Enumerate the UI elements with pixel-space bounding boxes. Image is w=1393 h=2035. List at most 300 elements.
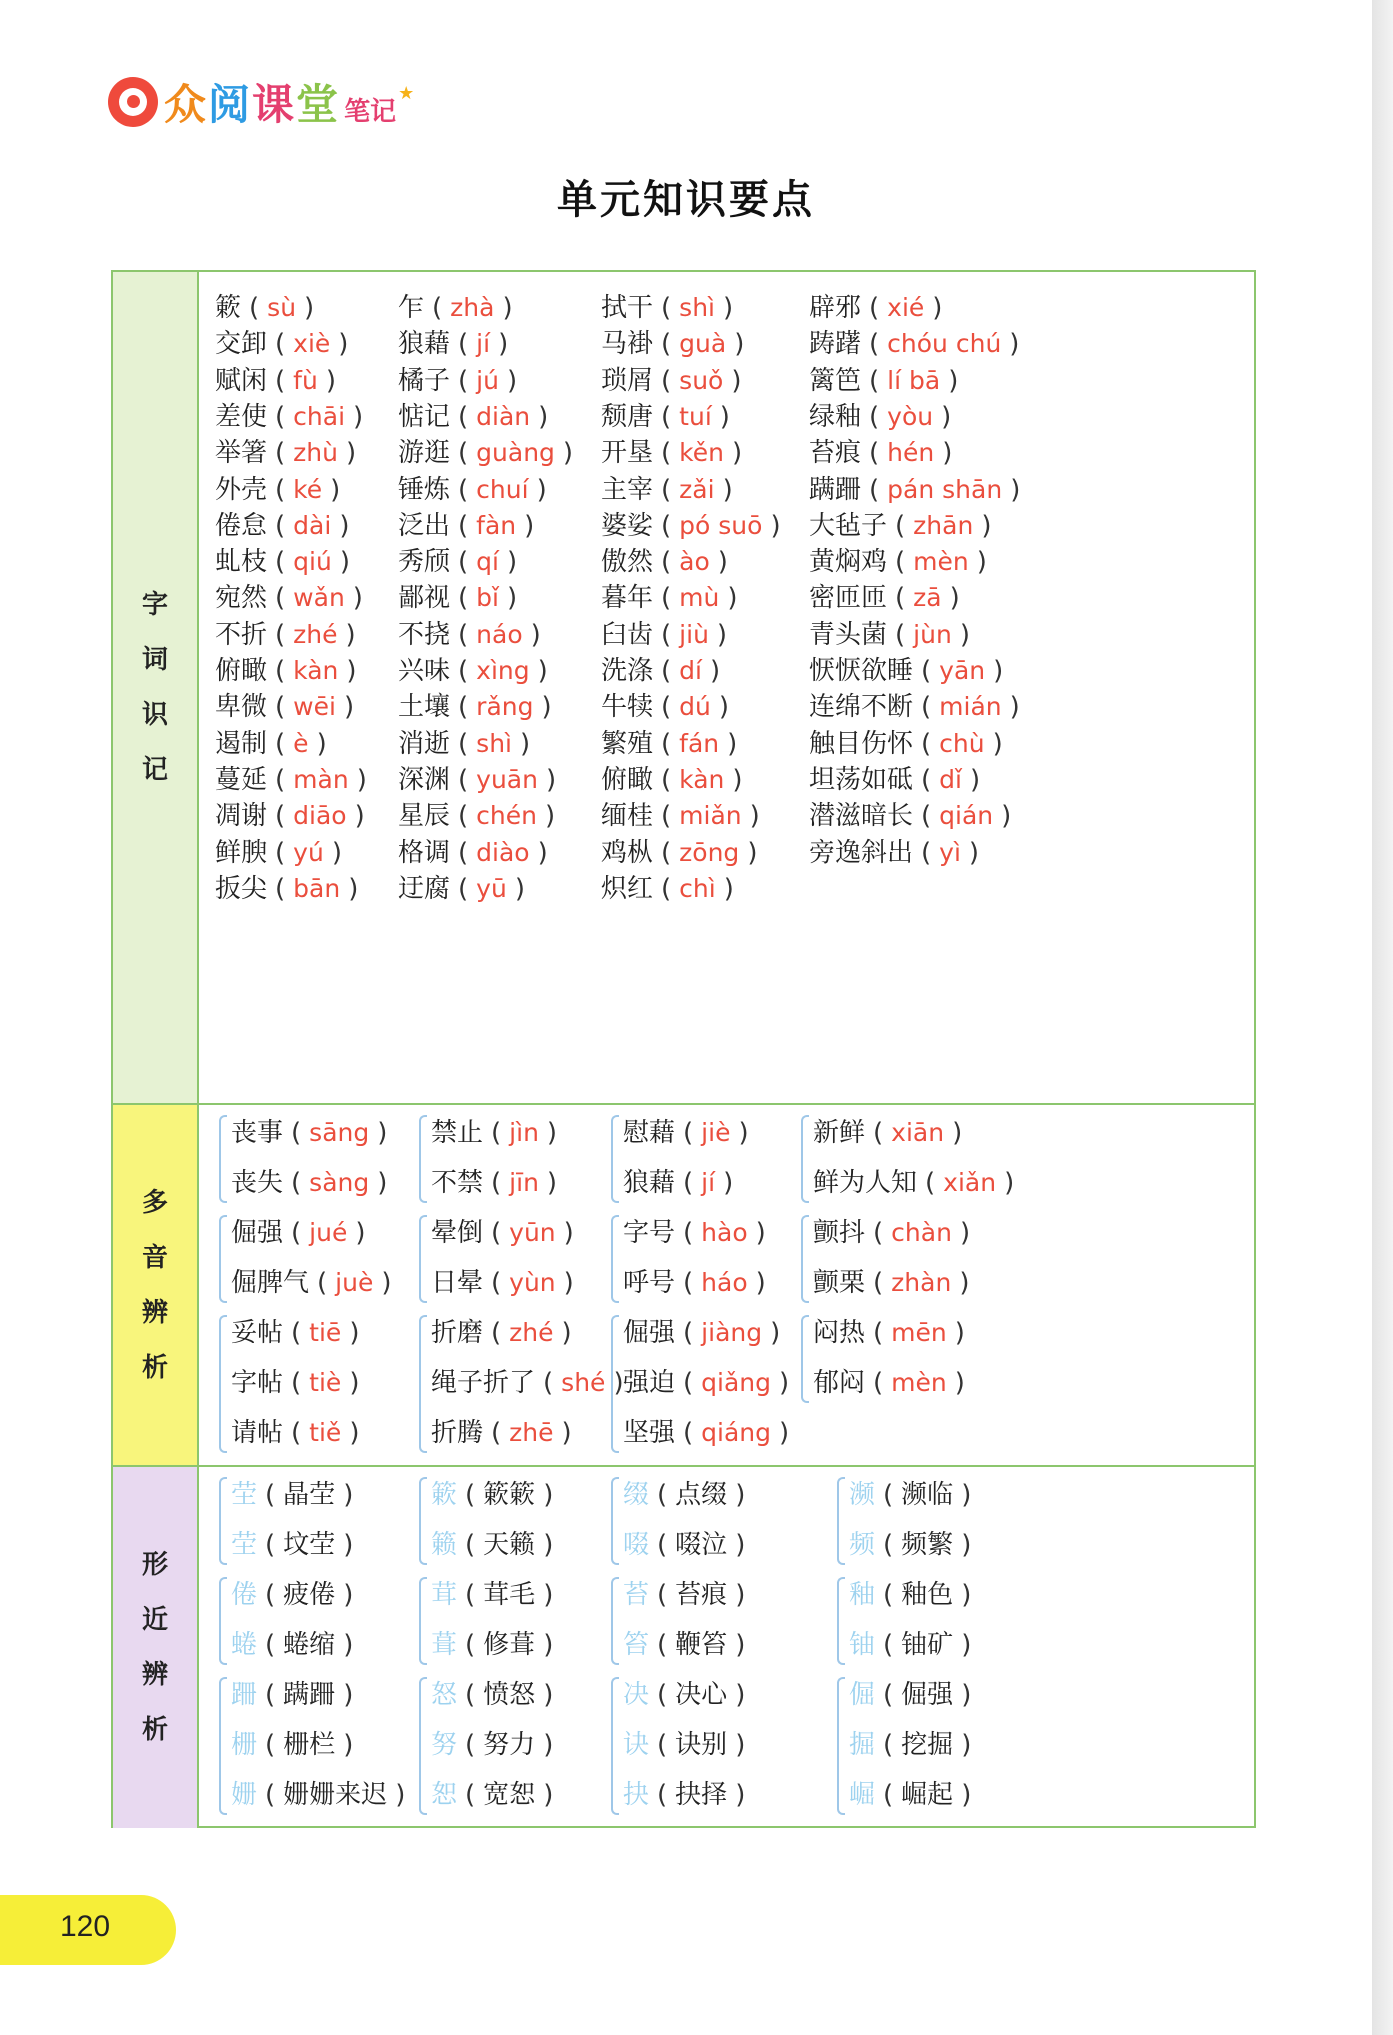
pinyin: zhé — [509, 1318, 554, 1347]
paren-close: ) — [722, 474, 733, 505]
paren-open: ( — [873, 1118, 884, 1148]
group-brace — [419, 1677, 427, 1815]
paren-open: ( — [683, 1118, 694, 1148]
word: 颓唐 — [601, 401, 654, 432]
paren-open: ( — [661, 474, 672, 505]
paren-close: ) — [981, 510, 992, 541]
paren-open: ( — [921, 837, 932, 868]
pinyin: mèn — [891, 1368, 947, 1397]
vocab-item — [809, 546, 995, 578]
word: 缅桂 — [601, 801, 654, 832]
paren-close: ) — [546, 1118, 558, 1148]
paren-open: ( — [883, 1780, 894, 1810]
vocab-item — [809, 292, 950, 324]
pinyin: dú — [679, 692, 711, 722]
paren-close: ) — [723, 293, 734, 323]
pinyin: qián — [939, 801, 994, 831]
paren-close: ) — [961, 1730, 972, 1760]
similar-item — [231, 1679, 361, 1711]
vocab-item — [809, 800, 1019, 832]
word: 开垦 — [601, 438, 654, 469]
paren-open: ( — [873, 1218, 884, 1248]
vocab-item — [398, 546, 525, 578]
paren-close: ) — [738, 1118, 749, 1148]
word: 倔脾气 — [231, 1268, 310, 1298]
word: 乍 — [398, 293, 425, 323]
word: 差使 — [215, 401, 268, 432]
paren-close: ) — [545, 801, 556, 832]
word: 臼齿 — [601, 619, 654, 650]
paren-open: ( — [275, 583, 286, 614]
paren-open: ( — [275, 873, 286, 904]
character: 釉 — [849, 1580, 876, 1610]
word: 颤栗 — [813, 1268, 866, 1298]
paren-open: ( — [661, 692, 672, 723]
logo-subtitle: 笔记 — [344, 96, 397, 127]
paren-close: ) — [381, 1268, 392, 1298]
example-word: 濒临 — [901, 1480, 954, 1510]
pinyin: zōng — [679, 837, 740, 867]
pinyin: fù — [293, 365, 318, 395]
word: 潜滋暗长 — [809, 801, 914, 832]
pinyin: pán shān — [887, 474, 1003, 504]
vocab-item — [809, 474, 1028, 506]
vocab-item — [398, 437, 581, 469]
group-brace — [837, 1677, 845, 1815]
vocab-item — [809, 728, 1011, 760]
section-vocabulary — [113, 272, 1254, 1103]
paren-close: ) — [304, 293, 315, 323]
pinyin: yūn — [509, 1218, 556, 1247]
pinyin: guàng — [476, 438, 555, 468]
paren-open: ( — [275, 619, 286, 650]
pinyin: diāo — [293, 801, 347, 831]
vocab-item — [398, 365, 525, 397]
word: 触目伤怀 — [809, 728, 914, 759]
paren-close: ) — [710, 656, 721, 686]
paren-open: ( — [883, 1580, 894, 1610]
character: 决 — [623, 1680, 650, 1710]
example-word: 疲倦 — [283, 1580, 336, 1610]
paren-close: ) — [330, 474, 341, 505]
paren-open: ( — [265, 1780, 276, 1810]
word: 篱笆 — [809, 365, 862, 396]
pinyin: guà — [679, 329, 727, 359]
word: 傲然 — [601, 547, 654, 578]
vocab-item — [398, 837, 556, 869]
pinyin: tiē — [309, 1318, 342, 1347]
paren-close: ) — [1009, 329, 1020, 360]
paren-open: ( — [458, 583, 469, 614]
vocab-item — [809, 764, 988, 796]
paren-close: ) — [343, 1580, 354, 1610]
pinyin: ké — [293, 474, 323, 504]
example-word: 修葺 — [483, 1630, 536, 1660]
paren-close: ) — [502, 293, 513, 323]
paren-open: ( — [275, 837, 286, 868]
pinyin: qiǎng — [701, 1368, 772, 1397]
paren-close: ) — [331, 837, 342, 868]
pinyin: yú — [293, 837, 324, 867]
group-brace — [219, 1577, 227, 1665]
paren-open: ( — [465, 1630, 476, 1660]
vocab-item — [215, 365, 344, 397]
pinyin: tiè — [309, 1368, 342, 1397]
pinyin: jiù — [679, 619, 709, 649]
pinyin: chāi — [293, 401, 346, 431]
paren-close: ) — [755, 1268, 766, 1298]
word: 簌 — [215, 293, 242, 323]
paren-close: ) — [747, 837, 758, 868]
polyphone-item — [813, 1317, 973, 1349]
paren-close: ) — [731, 365, 742, 396]
pinyin: hén — [887, 438, 935, 468]
paren-close: ) — [395, 1780, 406, 1810]
word: 宛然 — [215, 583, 268, 614]
vocab-item — [809, 691, 1028, 723]
paren-open: ( — [458, 728, 469, 759]
paren-close: ) — [543, 1530, 554, 1560]
word: 锤炼 — [398, 474, 451, 505]
paren-close: ) — [727, 728, 738, 759]
example-word: 决心 — [675, 1680, 728, 1710]
paren-open: ( — [458, 474, 469, 505]
group-brace — [801, 1315, 809, 1403]
polyphone-item — [623, 1317, 788, 1349]
word: 倦怠 — [215, 510, 268, 541]
paren-open: ( — [275, 510, 286, 541]
paren-open: ( — [249, 293, 260, 323]
paren-open: ( — [661, 401, 672, 432]
word: 苔痕 — [809, 438, 862, 469]
paren-open: ( — [458, 837, 469, 868]
vocab-item — [601, 728, 745, 760]
group-brace — [219, 1477, 227, 1565]
paren-close: ) — [961, 1680, 972, 1710]
paren-open: ( — [657, 1730, 668, 1760]
paren-close: ) — [530, 619, 541, 650]
vocab-item — [398, 582, 525, 614]
pinyin: lí bā — [887, 365, 941, 395]
pinyin: tuí — [679, 401, 712, 431]
pinyin: yuān — [476, 764, 538, 794]
word: 卑微 — [215, 692, 268, 723]
character: 栅 — [231, 1730, 258, 1760]
section-polyphone — [113, 1103, 1254, 1467]
paren-open: ( — [291, 1318, 302, 1348]
paren-close: ) — [952, 1118, 963, 1148]
example-word: 宽恕 — [483, 1780, 536, 1810]
example-word: 天籁 — [483, 1530, 536, 1560]
vocab-item — [398, 655, 556, 687]
group-brace — [611, 1115, 619, 1203]
word: 黄焖鸡 — [809, 547, 888, 578]
paren-open: ( — [291, 1368, 302, 1398]
paren-open: ( — [921, 728, 932, 759]
word: 青头菌 — [809, 619, 888, 650]
paren-open: ( — [458, 619, 469, 650]
similar-item — [623, 1729, 753, 1761]
pinyin: yòu — [887, 401, 934, 431]
pinyin: wǎn — [293, 583, 345, 613]
pinyin: jīn — [509, 1168, 539, 1197]
pinyin: shì — [476, 728, 512, 758]
pinyin: shì — [679, 293, 715, 322]
pinyin: sāng — [309, 1118, 370, 1147]
paren-open: ( — [661, 510, 672, 541]
word: 土壤 — [398, 692, 451, 723]
vocab-item — [601, 873, 742, 905]
character: 崛 — [849, 1780, 876, 1810]
polyphone-item — [813, 1367, 973, 1399]
paren-open: ( — [683, 1418, 694, 1448]
paren-open: ( — [265, 1730, 276, 1760]
polyphone-item — [623, 1367, 797, 1399]
paren-open: ( — [661, 365, 672, 396]
similar-item — [849, 1729, 979, 1761]
paren-close: ) — [352, 583, 363, 614]
vocab-item — [398, 619, 549, 651]
character: 铀 — [849, 1630, 876, 1660]
paren-close: ) — [1001, 801, 1012, 832]
page-edge — [1372, 0, 1393, 2035]
paren-close: ) — [520, 728, 531, 759]
paren-open: ( — [458, 365, 469, 396]
similar-item — [623, 1679, 753, 1711]
word: 马褂 — [601, 329, 654, 360]
paren-open: ( — [275, 474, 286, 505]
example-word: 努力 — [483, 1730, 536, 1760]
word: 绳子折了 — [431, 1368, 536, 1398]
example-word: 苔痕 — [675, 1580, 728, 1610]
word: 牛犊 — [601, 692, 654, 723]
vocab-item — [398, 474, 555, 506]
word: 坚强 — [623, 1418, 676, 1448]
word: 恹恹欲睡 — [809, 656, 914, 686]
paren-close: ) — [562, 438, 574, 469]
character: 籁 — [431, 1530, 458, 1560]
similar-item — [849, 1529, 979, 1561]
character: 诀 — [623, 1730, 650, 1760]
example-word: 愤怒 — [483, 1680, 536, 1710]
vocab-item — [398, 764, 564, 796]
pinyin: xìng — [476, 656, 530, 685]
vocab-item — [601, 837, 765, 869]
pinyin: mián — [939, 692, 1002, 722]
example-word: 栅栏 — [283, 1730, 336, 1760]
paren-open: ( — [661, 583, 672, 614]
paren-open: ( — [465, 1580, 476, 1610]
word: 踌躇 — [809, 329, 862, 360]
vocab-item — [809, 437, 960, 469]
paren-close: ) — [755, 1218, 766, 1248]
vocab-item — [215, 474, 348, 506]
character: 簌 — [431, 1480, 458, 1510]
word: 俯瞰 — [215, 656, 268, 686]
paren-close: ) — [959, 619, 970, 650]
word: 鲜腴 — [215, 837, 268, 868]
word: 游逛 — [398, 438, 451, 469]
similar-item — [231, 1579, 361, 1611]
pinyin: shé — [561, 1368, 606, 1397]
paren-close: ) — [377, 1118, 388, 1148]
group-brace — [419, 1215, 427, 1303]
example-word: 抉择 — [675, 1780, 728, 1810]
polyphone-item — [623, 1167, 741, 1199]
paren-open: ( — [465, 1480, 476, 1510]
word: 消逝 — [398, 728, 451, 759]
paren-close: ) — [723, 1168, 734, 1198]
group-brace — [837, 1477, 845, 1565]
paren-open: ( — [275, 728, 286, 759]
paren-open: ( — [458, 329, 469, 360]
paren-close: ) — [732, 764, 743, 795]
character: 茔 — [231, 1530, 258, 1560]
paren-close: ) — [954, 1318, 965, 1348]
paren-close: ) — [543, 1780, 554, 1810]
pinyin: zhù — [293, 438, 338, 468]
paren-close: ) — [948, 365, 959, 396]
paren-open: ( — [275, 801, 286, 832]
paren-open: ( — [869, 293, 880, 323]
example-word: 鞭笞 — [675, 1630, 728, 1660]
similar-item — [623, 1629, 753, 1661]
paren-close: ) — [932, 293, 943, 323]
word: 日晕 — [431, 1268, 484, 1298]
word: 旁逸斜出 — [809, 837, 914, 868]
character: 蜷 — [231, 1630, 258, 1660]
paren-close: ) — [546, 1168, 558, 1198]
paren-open: ( — [458, 438, 469, 469]
paren-open: ( — [873, 1368, 884, 1398]
paren-open: ( — [275, 692, 286, 723]
example-word: 诀别 — [675, 1730, 728, 1760]
word: 举箸 — [215, 438, 268, 469]
paren-open: ( — [661, 656, 672, 686]
character: 茔 — [231, 1480, 258, 1510]
vocab-item — [398, 800, 563, 832]
vocab-item — [215, 401, 371, 433]
logo-title: 众 阅 课 堂 — [164, 80, 341, 129]
paren-open: ( — [657, 1680, 668, 1710]
word: 主宰 — [601, 474, 654, 505]
word: 坦荡如砥 — [809, 764, 914, 795]
paren-close: ) — [613, 1368, 624, 1398]
paren-close: ) — [968, 837, 980, 868]
vocab-item — [601, 582, 746, 614]
character: 倦 — [231, 1580, 258, 1610]
polyphone-item — [431, 1417, 580, 1449]
paren-close: ) — [538, 401, 549, 432]
example-word: 倔强 — [901, 1680, 954, 1710]
example-word: 簌簌 — [483, 1480, 536, 1510]
word: 禁止 — [431, 1118, 484, 1148]
vocab-item — [215, 437, 364, 469]
polyphone-item — [431, 1217, 582, 1249]
word: 大毡子 — [809, 510, 888, 541]
word: 丧事 — [231, 1118, 284, 1148]
example-word: 蹒跚 — [283, 1680, 336, 1710]
paren-open: ( — [275, 764, 286, 795]
paren-close: ) — [563, 1268, 574, 1298]
paren-open: ( — [661, 764, 672, 795]
paren-open: ( — [661, 619, 672, 650]
paren-open: ( — [869, 365, 880, 396]
paren-close: ) — [719, 401, 730, 432]
paren-close: ) — [716, 619, 728, 650]
word: 洗涤 — [601, 656, 654, 686]
paren-close: ) — [959, 1268, 970, 1298]
polyphone-item — [623, 1117, 757, 1149]
word: 闷热 — [813, 1318, 866, 1348]
pinyin: qí — [476, 547, 499, 577]
vocab-item — [398, 510, 542, 542]
pinyin: hào — [701, 1218, 748, 1247]
paren-close: ) — [961, 1630, 972, 1660]
pinyin: è — [293, 728, 309, 758]
paren-open: ( — [883, 1730, 894, 1760]
paren-close: ) — [735, 1680, 746, 1710]
pinyin: chuí — [476, 474, 529, 504]
paren-close: ) — [770, 510, 781, 541]
paren-open: ( — [873, 1318, 884, 1348]
vocab-item — [601, 328, 752, 360]
vocab-item — [809, 328, 1027, 360]
paren-close: ) — [343, 692, 355, 723]
vocab-item — [809, 655, 1011, 687]
pinyin: zhàn — [891, 1268, 952, 1297]
paren-close: ) — [343, 1730, 354, 1760]
paren-open: ( — [275, 329, 286, 360]
paren-open: ( — [883, 1480, 894, 1510]
group-brace — [837, 1577, 845, 1665]
polyphone-item — [813, 1167, 1022, 1199]
character: 葺 — [431, 1630, 458, 1660]
example-word: 铀矿 — [901, 1630, 954, 1660]
paren-close: ) — [735, 1630, 746, 1660]
character: 怒 — [431, 1680, 458, 1710]
vocab-item — [398, 401, 556, 433]
paren-close: ) — [541, 692, 552, 723]
paren-open: ( — [657, 1580, 668, 1610]
paren-close: ) — [339, 510, 350, 541]
paren-open: ( — [275, 365, 286, 396]
paren-open: ( — [543, 1368, 554, 1398]
similar-item — [623, 1779, 753, 1811]
paren-open: ( — [458, 873, 469, 904]
paren-open: ( — [491, 1168, 502, 1198]
word: 慰藉 — [623, 1118, 676, 1148]
vocab-item — [809, 401, 959, 433]
group-brace — [219, 1315, 227, 1453]
vocab-item — [601, 691, 737, 723]
pinyin: suǒ — [679, 365, 724, 395]
paren-open: ( — [458, 801, 469, 832]
pinyin: mèn — [913, 547, 969, 577]
word: 扳尖 — [215, 873, 268, 904]
paren-open: ( — [895, 583, 906, 614]
vocab-item — [601, 546, 736, 578]
pinyin: miǎn — [679, 801, 742, 831]
word: 惦记 — [398, 401, 451, 432]
similar-item — [231, 1779, 413, 1811]
paren-close: ) — [343, 1680, 354, 1710]
vocab-item — [215, 546, 358, 578]
pinyin: jìn — [509, 1118, 539, 1147]
paren-open: ( — [895, 510, 906, 541]
brand-logo — [108, 72, 414, 132]
polyphone-item — [431, 1267, 582, 1299]
